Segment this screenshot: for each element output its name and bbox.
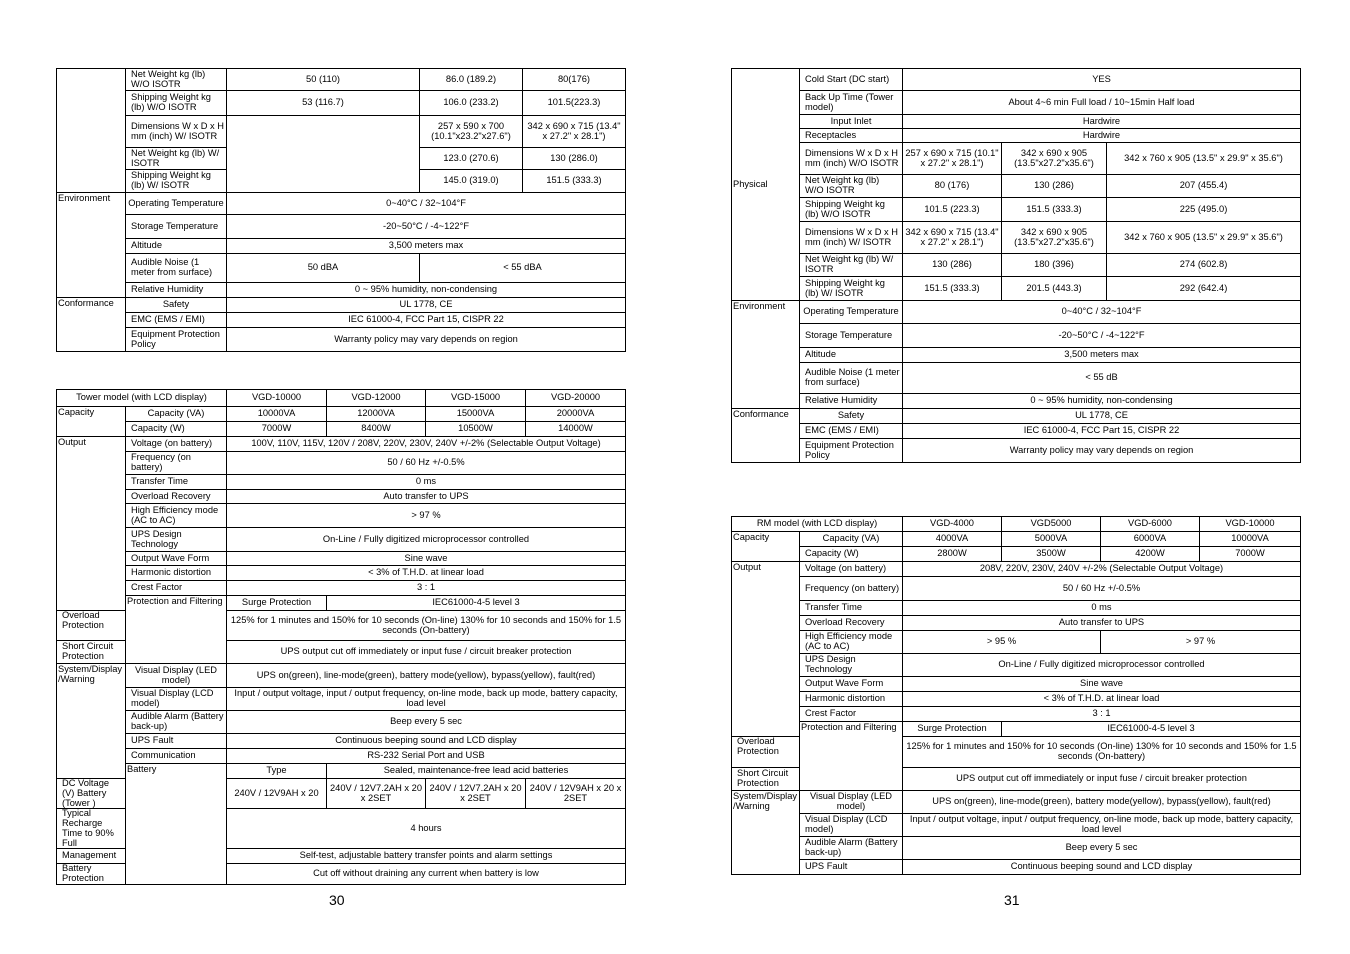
- value-cell: < 3% of T.H.D. at linear load: [227, 566, 626, 581]
- value-cell: UPS on(green), line-mode(green), battery mode(yellow), bypass(yellow), fault(red): [903, 791, 1301, 814]
- value-cell: 151.5 (333.3): [1002, 198, 1107, 222]
- value-cell: RS-232 Serial Port and USB: [227, 749, 626, 764]
- row-label: High Efficiency mode (AC to AC): [800, 631, 903, 654]
- row-label: Frequency (on battery): [126, 452, 227, 475]
- section-protection: Protection and Filtering: [126, 596, 227, 664]
- value-cell: < 3% of T.H.D. at linear load: [903, 692, 1301, 707]
- spec-table-physical-left: [56, 68, 626, 352]
- value-cell: 125% for 1 minutes and 150% for 10 seconds (On-line) 130% for 10 seconds and 150% for 1.5 seconds (On-battery): [903, 737, 1301, 768]
- value-cell: Beep every 5 sec: [903, 837, 1301, 860]
- value-cell: About 4~6 min Full load / 10~15min Half load: [903, 91, 1301, 115]
- value-cell: < 55 dB: [903, 363, 1301, 394]
- row-label: Harmonic distortion: [126, 566, 227, 581]
- row-label: Type: [227, 764, 327, 779]
- row-label: Capacity (VA): [800, 532, 903, 547]
- section-physical: Physical: [732, 69, 800, 301]
- model-header: VGD-15000: [426, 390, 526, 407]
- value-cell: > 97 %: [1101, 631, 1301, 654]
- row-label: Relative Humidity: [126, 283, 227, 298]
- value-cell: 80 (176): [903, 175, 1002, 198]
- value-cell-empty: [227, 116, 420, 193]
- row-label: Capacity (W): [126, 422, 227, 437]
- row-label: Surge Protection: [903, 722, 1002, 737]
- row-label: EMC (EMS / EMI): [800, 424, 903, 439]
- row-label: Shipping Weight kg (lb) W/O ISOTR: [126, 91, 227, 116]
- model-header: VGD-10000: [1200, 517, 1301, 532]
- row-label: Typical Recharge Time to 90% Full: [57, 809, 126, 849]
- row-label: Altitude: [800, 348, 903, 363]
- spec-table-physical-right: [731, 68, 1301, 463]
- value-cell: 4 hours: [227, 809, 626, 849]
- section-capacity: Capacity: [57, 407, 126, 437]
- value-cell: 342 x 690 x 905 (13.5"x27.2"x35.6"): [1002, 143, 1107, 175]
- page-number-right: 31: [1004, 892, 1020, 908]
- value-cell: Input / output voltage, input / output frequency, on-line mode, back up mode, battery capacity, load level: [903, 814, 1301, 837]
- value-cell: 10500W: [426, 422, 526, 437]
- row-label: Visual Display (LCD model): [126, 688, 227, 711]
- value-cell: Sine wave: [903, 677, 1301, 692]
- value-cell: 240V / 12V9AH x 20: [227, 779, 327, 809]
- row-label: Communication: [126, 749, 227, 764]
- value-cell: -20~50°C / -4~122°F: [227, 215, 626, 239]
- row-label: Visual Display (LED model): [126, 664, 227, 688]
- row-label: Operating Temperature: [800, 301, 903, 324]
- row-label: Output Wave Form: [126, 552, 227, 566]
- value-cell: 342 x 690 x 905 (13.5"x27.2"x35.6"): [1002, 222, 1107, 254]
- section-conformance: Conformance: [57, 298, 126, 352]
- value-cell: 0 ms: [903, 601, 1301, 616]
- value-cell: Hardwire: [903, 129, 1301, 143]
- value-cell: 0 ~ 95% humidity, non-condensing: [227, 283, 626, 298]
- value-cell: 106.0 (233.2): [420, 91, 523, 116]
- value-cell: Warranty policy may vary depends on region: [227, 328, 626, 352]
- value-cell: 342 x 690 x 715 (13.4" x 27.2" x 28.1"): [903, 222, 1002, 254]
- section-protection: Protection and Filtering: [800, 722, 903, 791]
- value-cell: UPS output cut off immediately or input fuse / circuit breaker protection: [227, 641, 626, 664]
- row-label: Input Inlet: [800, 115, 903, 129]
- row-label: Dimensions W x D x H mm (inch) W/ ISOTR: [126, 116, 227, 148]
- value-cell: 50 / 60 Hz +/-0.5%: [227, 452, 626, 475]
- value-cell: 3 : 1: [227, 581, 626, 596]
- table-title: Tower model (with LCD display): [57, 390, 227, 407]
- row-label: UPS Fault: [800, 860, 903, 875]
- value-cell: 130 (286): [903, 254, 1002, 277]
- row-label: Management: [57, 849, 126, 864]
- section-conformance: Conformance: [732, 409, 800, 463]
- row-label: Crest Factor: [126, 581, 227, 596]
- row-label: Transfer Time: [126, 475, 227, 490]
- model-header: VGD-12000: [327, 390, 426, 407]
- value-cell: 240V / 12V7.2AH x 20 x 2SET: [426, 779, 526, 809]
- value-cell: 8400W: [327, 422, 426, 437]
- row-label: Audible Noise (1 meter from surface): [800, 363, 903, 394]
- row-label: Equipment Protection Policy: [800, 439, 903, 463]
- value-cell: 145.0 (319.0): [420, 170, 523, 193]
- value-cell: Auto transfer to UPS: [903, 616, 1301, 631]
- value-cell: 50 dBA: [227, 254, 420, 283]
- model-header: VGD-10000: [227, 390, 327, 407]
- row-label: Shipping Weight kg (lb) W/ ISOTR: [126, 170, 227, 193]
- value-cell: 257 x 690 x 715 (10.1" x 27.2" x 28.1"): [903, 143, 1002, 175]
- row-label: Short Circuit Protection: [732, 768, 800, 791]
- value-cell: Auto transfer to UPS: [227, 490, 626, 504]
- value-cell: 207 (455.4): [1107, 175, 1301, 198]
- value-cell: 6000VA: [1101, 532, 1200, 547]
- row-label: UPS Fault: [126, 734, 227, 749]
- row-label: Overload Protection: [732, 737, 800, 768]
- section-environment: Environment: [57, 193, 126, 298]
- value-cell: 101.5 (223.3): [903, 198, 1002, 222]
- value-cell: Self-test, adjustable battery transfer points and alarm settings: [227, 849, 626, 864]
- row-label: Storage Temperature: [126, 215, 227, 239]
- row-label: Harmonic distortion: [800, 692, 903, 707]
- row-label: Relative Humidity: [800, 394, 903, 409]
- spec-table-rm-model: [731, 516, 1301, 875]
- row-label: Back Up Time (Tower model): [800, 91, 903, 115]
- row-label: Receptacles: [800, 129, 903, 143]
- value-cell: 10000VA: [1200, 532, 1301, 547]
- row-label: UPS Design Technology: [126, 528, 227, 552]
- spec-table-tower-model: [56, 389, 626, 885]
- section-blank: [57, 69, 126, 193]
- row-label: Audible Alarm (Battery back-up): [126, 711, 227, 734]
- value-cell: 3500W: [1002, 547, 1101, 562]
- value-cell: 4200W: [1101, 547, 1200, 562]
- row-label: Visual Display (LED model): [800, 791, 903, 814]
- row-label: DC Voltage (V) Battery (Tower ): [57, 779, 126, 809]
- row-label: Safety: [126, 298, 227, 313]
- value-cell: > 97 %: [227, 504, 626, 528]
- value-cell: 3,500 meters max: [227, 239, 626, 254]
- model-header: VGD-20000: [526, 390, 626, 407]
- value-cell: Input / output voltage, input / output frequency, on-line mode, back up mode, battery capacity, load level: [227, 688, 626, 711]
- value-cell: 4000VA: [903, 532, 1002, 547]
- value-cell: 12000VA: [327, 407, 426, 422]
- row-label: Cold Start (DC start): [800, 69, 903, 91]
- row-label: Audible Noise (1 meter from surface): [126, 254, 227, 283]
- value-cell: 50 / 60 Hz +/-0.5%: [903, 577, 1301, 601]
- section-output: Output: [57, 437, 126, 611]
- value-cell: 80(176): [523, 69, 626, 91]
- model-header: VGD5000: [1002, 517, 1101, 532]
- value-cell: IEC61000-4-5 level 3: [1002, 722, 1301, 737]
- value-cell: YES: [903, 69, 1301, 91]
- value-cell: 257 x 590 x 700 (10.1"x23.2"x27.6"): [420, 116, 523, 148]
- value-cell: 100V, 110V, 115V, 120V / 208V, 220V, 230V, 240V +/-2% (Selectable Output Voltage): [227, 437, 626, 452]
- model-header: VGD-6000: [1101, 517, 1200, 532]
- row-label: UPS Design Technology: [800, 654, 903, 677]
- section-system-display: System/Display /Warning: [57, 664, 126, 779]
- value-cell: Hardwire: [903, 115, 1301, 129]
- row-label: Overload Recovery: [800, 616, 903, 631]
- value-cell: 7000W: [1200, 547, 1301, 562]
- value-cell: 15000VA: [426, 407, 526, 422]
- row-label: Operating Temperature: [126, 193, 227, 215]
- value-cell: 292 (642.4): [1107, 277, 1301, 301]
- value-cell: 180 (396): [1002, 254, 1107, 277]
- row-label: Output Wave Form: [800, 677, 903, 692]
- value-cell: 3,500 meters max: [903, 348, 1301, 363]
- table-title: RM model (with LCD display): [732, 517, 903, 532]
- value-cell: UL 1778, CE: [227, 298, 626, 313]
- section-environment: Environment: [732, 301, 800, 409]
- value-cell: Cut off without draining any current when battery is low: [227, 864, 626, 885]
- value-cell: 0~40°C / 32~104°F: [903, 301, 1301, 324]
- row-label: Net Weight kg (lb) W/ ISOTR: [126, 148, 227, 170]
- value-cell: 342 x 760 x 905 (13.5" x 29.9" x 35.6"): [1107, 222, 1301, 254]
- value-cell: 240V / 12V7.2AH x 20 x 2SET: [327, 779, 426, 809]
- value-cell: 101.5(223.3): [523, 91, 626, 116]
- row-label: Overload Recovery: [126, 490, 227, 504]
- row-label: Altitude: [126, 239, 227, 254]
- section-battery: Battery: [126, 764, 227, 885]
- value-cell: 208V, 220V, 230V, 240V +/-2% (Selectable Output Voltage): [903, 562, 1301, 577]
- value-cell: 151.5 (333.3): [523, 170, 626, 193]
- value-cell: 0~40°C / 32~104°F: [227, 193, 626, 215]
- value-cell: UPS output cut off immediately or input fuse / circuit breaker protection: [903, 768, 1301, 791]
- value-cell: Sealed, maintenance-free lead acid batteries: [327, 764, 626, 779]
- value-cell: 20000VA: [526, 407, 626, 422]
- row-label: Safety: [800, 409, 903, 424]
- value-cell: 53 (116.7): [227, 91, 420, 116]
- row-label: Capacity (W): [800, 547, 903, 562]
- row-label: Short Circuit Protection: [57, 641, 126, 664]
- value-cell: 86.0 (189.2): [420, 69, 523, 91]
- row-label: Audible Alarm (Battery back-up): [800, 837, 903, 860]
- value-cell: -20~50°C / -4~122°F: [903, 324, 1301, 348]
- value-cell: IEC61000-4-5 level 3: [327, 596, 626, 611]
- value-cell: 14000W: [526, 422, 626, 437]
- value-cell: 130 (286.0): [523, 148, 626, 170]
- section-output: Output: [732, 562, 800, 737]
- row-label: Voltage (on battery): [800, 562, 903, 577]
- value-cell: 151.5 (333.3): [903, 277, 1002, 301]
- value-cell: 130 (286): [1002, 175, 1107, 198]
- value-cell: 201.5 (443.3): [1002, 277, 1107, 301]
- row-label: High Efficiency mode (AC to AC): [126, 504, 227, 528]
- row-label: Dimensions W x D x H mm (inch) W/O ISOTR: [800, 143, 903, 175]
- value-cell: 342 x 760 x 905 (13.5" x 29.9" x 35.6"): [1107, 143, 1301, 175]
- value-cell: 274 (602.8): [1107, 254, 1301, 277]
- value-cell: Beep every 5 sec: [227, 711, 626, 734]
- value-cell: 50 (110): [227, 69, 420, 91]
- model-header: VGD-4000: [903, 517, 1002, 532]
- section-capacity: Capacity: [732, 532, 800, 562]
- row-label: Dimensions W x D x H mm (inch) W/ ISOTR: [800, 222, 903, 254]
- row-label: Voltage (on battery): [126, 437, 227, 452]
- value-cell: Warranty policy may vary depends on region: [903, 439, 1301, 463]
- value-cell: 225 (495.0): [1107, 198, 1301, 222]
- section-system-display: System/Display /Warning: [732, 791, 800, 875]
- row-label: Net Weight kg (lb) W/ ISOTR: [800, 254, 903, 277]
- value-cell: Sine wave: [227, 552, 626, 566]
- row-label: Battery Protection: [57, 864, 126, 885]
- row-label: Transfer Time: [800, 601, 903, 616]
- row-label: Overload Protection: [57, 611, 126, 641]
- value-cell: 0 ms: [227, 475, 626, 490]
- row-label: Capacity (VA): [126, 407, 227, 422]
- row-label: Visual Display (LCD model): [800, 814, 903, 837]
- value-cell: 7000W: [227, 422, 327, 437]
- value-cell: < 55 dBA: [420, 254, 626, 283]
- value-cell: Continuous beeping sound and LCD display: [227, 734, 626, 749]
- value-cell: 10000VA: [227, 407, 327, 422]
- row-label: Crest Factor: [800, 707, 903, 722]
- value-cell: IEC 61000-4, FCC Part 15, CISPR 22: [227, 313, 626, 328]
- row-label: Storage Temperature: [800, 324, 903, 348]
- row-label: Net Weight kg (lb) W/O ISOTR: [800, 175, 903, 198]
- value-cell: IEC 61000-4, FCC Part 15, CISPR 22: [903, 424, 1301, 439]
- value-cell: UPS on(green), line-mode(green), battery mode(yellow), bypass(yellow), fault(red): [227, 664, 626, 688]
- value-cell: 2800W: [903, 547, 1002, 562]
- value-cell: 0 ~ 95% humidity, non-condensing: [903, 394, 1301, 409]
- value-cell: 3 : 1: [903, 707, 1301, 722]
- row-label: Frequency (on battery): [800, 577, 903, 601]
- value-cell: 5000VA: [1002, 532, 1101, 547]
- value-cell: On-Line / Fully digitized microprocessor controlled: [903, 654, 1301, 677]
- row-label: Net Weight kg (lb) W/O ISOTR: [126, 69, 227, 91]
- value-cell: > 95 %: [903, 631, 1101, 654]
- row-label: EMC (EMS / EMI): [126, 313, 227, 328]
- row-label: Equipment Protection Policy: [126, 328, 227, 352]
- row-label: Shipping Weight kg (lb) W/O ISOTR: [800, 198, 903, 222]
- value-cell: Continuous beeping sound and LCD display: [903, 860, 1301, 875]
- row-label: Shipping Weight kg (lb) W/ ISOTR: [800, 277, 903, 301]
- value-cell: 342 x 690 x 715 (13.4" x 27.2" x 28.1"): [523, 116, 626, 148]
- value-cell: 240V / 12V9AH x 20 x 2SET: [526, 779, 626, 809]
- page-number-left: 30: [329, 892, 345, 908]
- value-cell: UL 1778, CE: [903, 409, 1301, 424]
- value-cell: 125% for 1 minutes and 150% for 10 seconds (On-line) 130% for 10 seconds and 150% for 1.5 seconds (On-battery): [227, 611, 626, 641]
- row-label: Surge Protection: [227, 596, 327, 611]
- value-cell: 123.0 (270.6): [420, 148, 523, 170]
- value-cell: On-Line / Fully digitized microprocessor controlled: [227, 528, 626, 552]
